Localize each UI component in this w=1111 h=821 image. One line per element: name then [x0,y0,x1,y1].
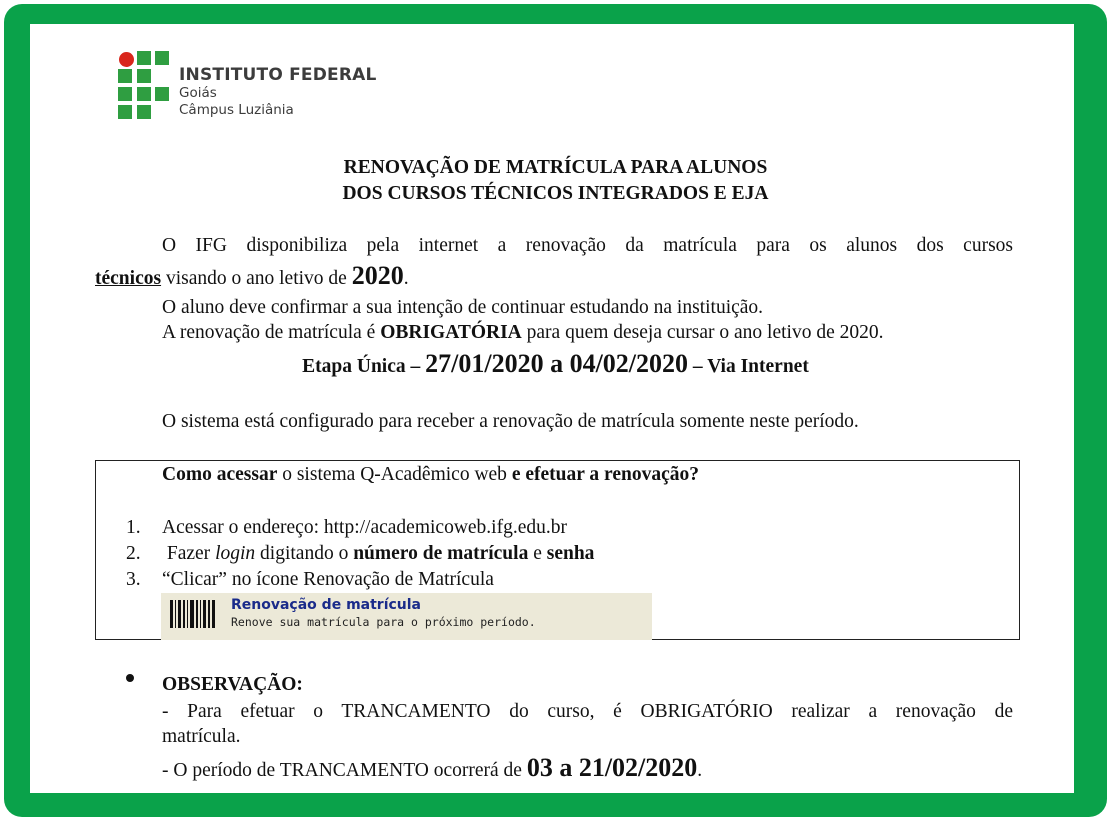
step-2-part-d: e [528,543,547,564]
intro-line-3: O aluno deve confirmar a sua intenção de continuar estudando na instituição. [162,297,764,318]
logo-square [155,87,169,101]
title-line-2: DOS CURSOS TÉCNICOS INTEGRADOS E EJA [342,183,769,204]
etapa-via: – Via Internet [688,356,809,377]
intro-line-1: O IFG disponibiliza pela internet a renovação da matrícula para os alunos dos cursos [162,235,1013,256]
logo-state: Goiás [179,85,217,101]
matricula-number-word: número de matrícula [353,543,529,564]
step-2-part-b: digitando o [255,543,354,564]
sistema-text: O sistema está configurado para receber a renovação de matrícula somente neste período. [162,411,859,432]
etapa-label: Etapa Única – [302,356,426,377]
visando-text: visando o ano letivo de [161,268,352,289]
etapa-dates: 27/01/2020 a 04/02/2020 [425,349,689,378]
obrigatoria-suffix: para quem deseja cursar o ano letivo de 2020. [521,322,884,343]
logo-square [137,51,151,65]
obs-line-2: matrícula. [162,726,241,747]
box-question [162,463,699,487]
logo-square [155,51,169,65]
renovacao-button-subtitle: Renove sua matrícula para o próximo período. [231,615,536,629]
logo-square [118,87,132,101]
ifg-logo-icon [118,51,170,120]
bullet-icon [126,674,134,682]
trancamento-dates: 03 a 21/02/2020 [526,753,698,782]
trancamento-prefix: - O período de TRANCAMENTO ocorrerá de [162,760,527,781]
logo-title: INSTITUTO FEDERAL [179,65,377,85]
obs-label: OBSERVAÇÃO: [162,674,303,695]
step-3-text: “Clicar” no ícone Renovação de Matrícula [162,569,494,590]
step-2-part-a: Fazer [162,543,216,564]
logo-square [137,105,151,119]
obs-line-1: - Para efetuar o TRANCAMENTO do curso, é OBRIGATÓRIO realizar a renovação de [162,701,1013,722]
intro-line-4 [162,321,883,345]
logo-square [137,69,151,83]
renovacao-button-image [161,593,652,640]
page-title [0,155,1111,207]
renovacao-button-title: Renovação de matrícula [231,597,422,613]
question-part-a: Como acessar [162,464,278,485]
intro-line-2 [95,261,409,291]
etapa-line [0,349,1111,379]
logo-square [118,69,132,83]
trancamento-period-mark: . [697,760,703,781]
obs-line-3 [162,753,703,783]
logo-text [179,65,377,119]
logo-square [137,87,151,101]
logo-red-dot [119,52,134,67]
title-line-1: RENOVAÇÃO DE MATRÍCULA PARA ALUNOS [343,157,768,178]
step-number-1: 1. [126,517,141,538]
obrigatoria-prefix: A renovação de matrícula é [162,322,381,343]
step-2-text [162,542,594,566]
senha-word: senha [546,543,595,564]
question-part-b: o sistema Q-Acadêmico web [277,464,512,485]
barcode-icon [170,600,215,628]
step-number-2: 2. [126,543,141,564]
question-part-c: e efetuar a renovação? [511,464,699,485]
obrigatoria-word: OBRIGATÓRIA [380,322,522,343]
tecnicos-word: técnicos [95,268,162,289]
year-highlight: 2020 [351,261,404,290]
period-mark: . [403,268,409,289]
logo-square [118,105,132,119]
logo-campus: Câmpus Luziânia [179,102,294,118]
login-word: login [215,543,256,564]
step-1-text: Acessar o endereço: http://academicoweb.ifg.edu.br [162,517,567,538]
step-number-3: 3. [126,569,141,590]
